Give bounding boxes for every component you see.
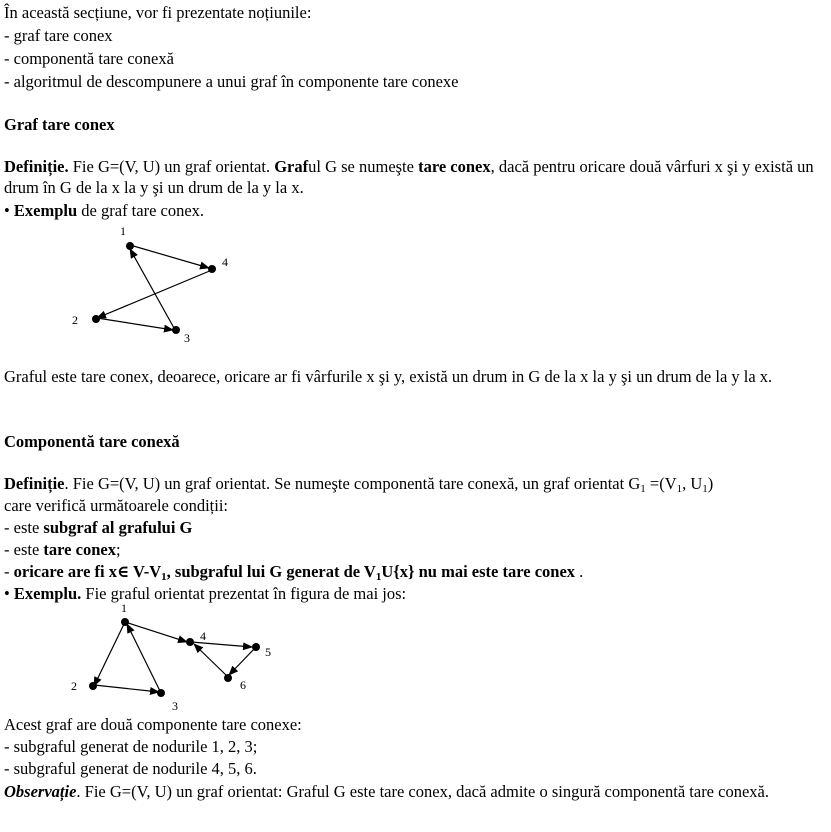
graph-node: [121, 618, 129, 626]
definition-componenta: Definiție. Fie G=(V, U) un graf orientat. Se numeşte componentă tare conexă, un graf orientat $G_1 =(V_1$, $U_1$): [4, 474, 714, 495]
result-line: Acest graf are două componente tare conexe:: [4, 715, 302, 734]
node-label: 4: [200, 629, 206, 643]
edge-1-4: [130, 245, 209, 268]
graph-node: [172, 326, 180, 334]
result-item: - subgraful generat de nodurile 1, 2, 3;: [4, 737, 258, 756]
node-label: 6: [240, 678, 246, 692]
node-label: 3: [184, 331, 190, 345]
example-line-1: • Exemplu de graf tare conex.: [4, 201, 205, 220]
node-label: 5: [265, 645, 271, 659]
graph-node: [186, 638, 194, 646]
strongly-connected-graph-figure: [60, 218, 240, 350]
definition-componenta-line2: care verifică următoarele condiții:: [4, 496, 228, 515]
graph-node: [224, 674, 232, 682]
definition-graf-tare-conex: Definiție. Fie G=(V, U) un graf orientat. Graful G se numeşte tare conex, dacă pentru oricare două vârfuri x şi y există un drum în G de la x la y şi un drum de la y la x.: [4, 157, 814, 197]
intro-text: În această secțiune, vor fi prezentate noțiunile:: [4, 3, 312, 22]
node-label: 4: [222, 255, 228, 269]
observation-paragraph: Observație. Fie G=(V, U) un graf orientat: Graful G este tare conex, dacă admite o singură componentă tare conexă.: [4, 782, 769, 801]
section-title-graf-tare-conex: Graf tare conex: [4, 115, 115, 134]
graph-node: [157, 689, 165, 697]
section-title-componenta-tare-conexa: Componentă tare conexă: [4, 432, 180, 451]
graph-node: [208, 265, 216, 273]
edge-1-2: [94, 622, 125, 686]
edge-3-1: [127, 624, 160, 691]
condition-maximal: - oricare are fi x∈ $V-V_1$, subgraful lui G generat de $V_1U\{x\}$ nu mai este tare conex .: [4, 562, 584, 583]
components-graph-figure: [60, 600, 290, 715]
node-label: 3: [172, 699, 178, 713]
edge-6-4: [194, 644, 228, 677]
intro-item: - componentă tare conexă: [4, 49, 174, 68]
edge-2-3: [94, 685, 159, 692]
edge-5-6: [229, 648, 255, 675]
graph-node: [252, 643, 260, 651]
node-label: 2: [72, 313, 78, 327]
result-item: - subgraful generat de nodurile 4, 5, 6.: [4, 759, 257, 778]
graph-node: [126, 242, 134, 250]
node-label: 1: [120, 224, 126, 238]
conclusion-paragraph: Graful este tare conex, deoarece, oricare ar fi vârfurile x şi y, există un drum in G de la x la y şi un drum de la y la x.: [4, 367, 773, 386]
intro-item: - graf tare conex: [4, 26, 113, 45]
node-label: 1: [121, 601, 127, 615]
graph-node: [89, 682, 97, 690]
condition-tare-conex: - este tare conex;: [4, 540, 121, 559]
intro-item: - algoritmul de descompunere a unui graf în componente tare conexe: [4, 72, 459, 91]
condition-subgraf: - este subgraf al grafului G: [4, 518, 193, 537]
example-line-2: • Exemplu. Fie graful orientat prezentat în figura de mai jos:: [4, 584, 407, 603]
node-label: 2: [71, 679, 77, 693]
graph-node: [92, 315, 100, 323]
edge-2-3: [97, 318, 173, 330]
